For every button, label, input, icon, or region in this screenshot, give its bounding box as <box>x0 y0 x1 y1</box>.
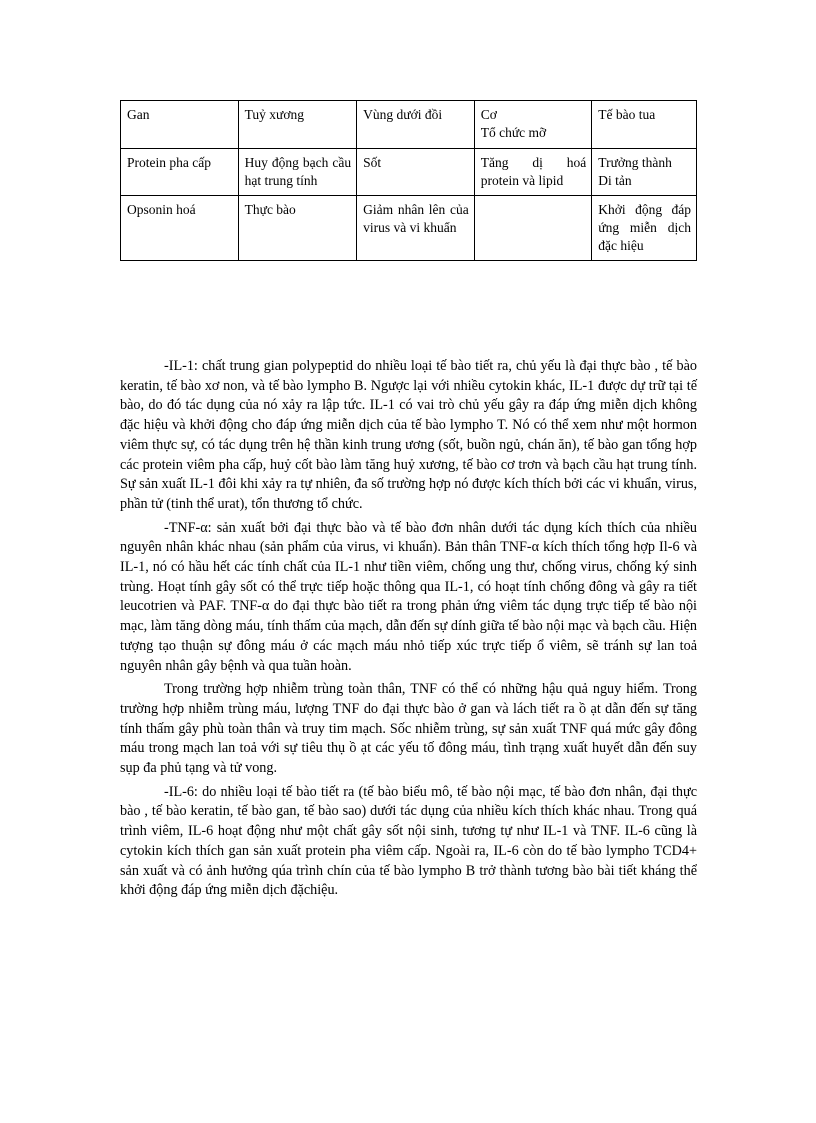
table-cell: Opsonin hoá <box>121 196 239 261</box>
table-cell: Giảm nhân lên của virus và vi khuẩn <box>357 196 475 261</box>
paragraph-il1: -IL-1: chất trung gian polypeptid do nhiều loại tế bào tiết ra, chủ yếu là đại thực bào , tế bào keratin, tế bào xơ non, và tế bào lympho B. Ngược lại với nhiều cytokin khác, IL-1 được dự trữ tại tế bào, do đó tác dụng của nó xảy ra lập tức. IL-1 có vai trò chủ yếu gây ra đáp ứng miễn dịch không đặc hiệu và khởi động cho đáp ứng miễn dịch của tế bào lympho T. Nó có thể xem như một hormon viêm thực sự, có tác dụng trên hệ thần kinh trung ương (sốt, buồn ngủ, chán ăn), tế bào gan tổng hợp các protein viêm pha cấp, huỷ cốt bào làm tăng huỷ xương, tế bào cơ trơn và bạch cầu hạt trung tính. Sự sản xuất IL-1 đôi khi xảy ra tự nhiên, đa số trường hợp nó được kích thích bởi các vi khuẩn, virus, phần tử (tinh thể urat), tổn thương tổ chức. <box>120 358 697 512</box>
table-cell: Vùng dưới đồi <box>357 101 475 149</box>
paragraph-tnf-alpha: -TNF-α: sản xuất bởi đại thực bào và tế bào đơn nhân dưới tác dụng kích thích của nhiều nguyên nhân khác nhau (sản phẩm của virus, vi khuẩn). Bản thân TNF-α kích thích tổng hợp Il-6 và IL-1, nó có hầu hết các tính chất của IL-1 như tiền viêm, chống ung thư, chống virus, chống ký sinh trùng. Hoạt tính gây sốt có thể trực tiếp hoặc thông qua IL-1, có hoạt tính chống đông và gây ra tiết leucotrien và PAF. TNF-α do đại thực bào tiết ra trong phản ứng viêm tác dụng trực tiếp tế bào nội mạc, làm tăng dòng máu, tính thấm của mạch, dẫn đến sự dính giữa tế bào nội mạc và bạch cầu. Hiện tượng tạo thuận sự đông máu ở các mạch máu nhỏ tiếp xúc trực tiếp ổ viêm, sẽ tránh sự lan toả nguyên nhân gây bệnh và qua tuần hoàn. <box>120 519 697 674</box>
table-row <box>121 196 697 261</box>
table-row <box>121 101 697 149</box>
table-cell: Huy động bạch cầu hạt trung tính <box>238 149 357 196</box>
table-cell: Khởi động đáp ứng miễn dịch đặc hiệu <box>592 196 697 261</box>
cell-line: Tổ chức mỡ <box>480 125 547 140</box>
table-row <box>121 149 697 196</box>
cytokine-effects-table <box>120 100 697 261</box>
table-cell: Thực bào <box>238 196 357 261</box>
table-cell: Protein pha cấp <box>121 149 239 196</box>
table-cell <box>592 149 697 196</box>
table-cell: Sốt <box>357 149 475 196</box>
table-cell <box>474 101 592 149</box>
table-cell: Gan <box>121 101 239 149</box>
cell-line: Trưởng thành <box>598 155 672 170</box>
table-cell <box>474 196 592 261</box>
table-cell: Tuỷ xương <box>238 101 357 149</box>
table-cell: Tăng dị hoá protein và lipid <box>474 149 592 196</box>
cell-line: Cơ <box>480 107 497 122</box>
body-text <box>120 357 697 905</box>
table-cell: Tế bào tua <box>592 101 697 149</box>
cell-line: Di tản <box>598 173 632 188</box>
paragraph-systemic-infection: Trong trường hợp nhiễm trùng toàn thân, TNF có thể có những hậu quả nguy hiểm. Trong trường hợp nhiễm trùng máu, lượng TNF do đại thực bào ở gan và lách tiết ra ồ ạt dẫn đến sự tăng tính thấm gây phù toàn thân và truy tim mạch. Sốc nhiễm trùng, sự sản xuất TNF quá mức gây đông máu trong mạch lan toả với sự tiêu thụ ồ ạt các yếu tố đông máu, tình trạng xuất huyết dẫn đến suy sụp đa phủ tạng và tử vong. <box>120 681 697 777</box>
paragraph-il6: -IL-6: do nhiều loại tế bào tiết ra (tế bào biểu mô, tế bào nội mạc, tế bào đơn nhân, đại thực bào , tế bào keratin, tế bào gan, tế bào sao) dưới tác dụng của nhiều kích thích khác nhau. Trong quá trình viêm, IL-6 hoạt động như một chất gây sốt nội sinh, tương tự như IL-1 và TNF. IL-6 cũng là cytokin kích thích gan sản xuất protein pha viêm cấp. Ngoài ra, IL-6 còn do tế bào lympho TCD4+ sản xuất và có ảnh hưởng qúa trình chín của tế bào lympho B trở thành tương bào bài tiết kháng thể khởi động đáp ứng miễn dịch đặchiệu. <box>120 783 697 899</box>
